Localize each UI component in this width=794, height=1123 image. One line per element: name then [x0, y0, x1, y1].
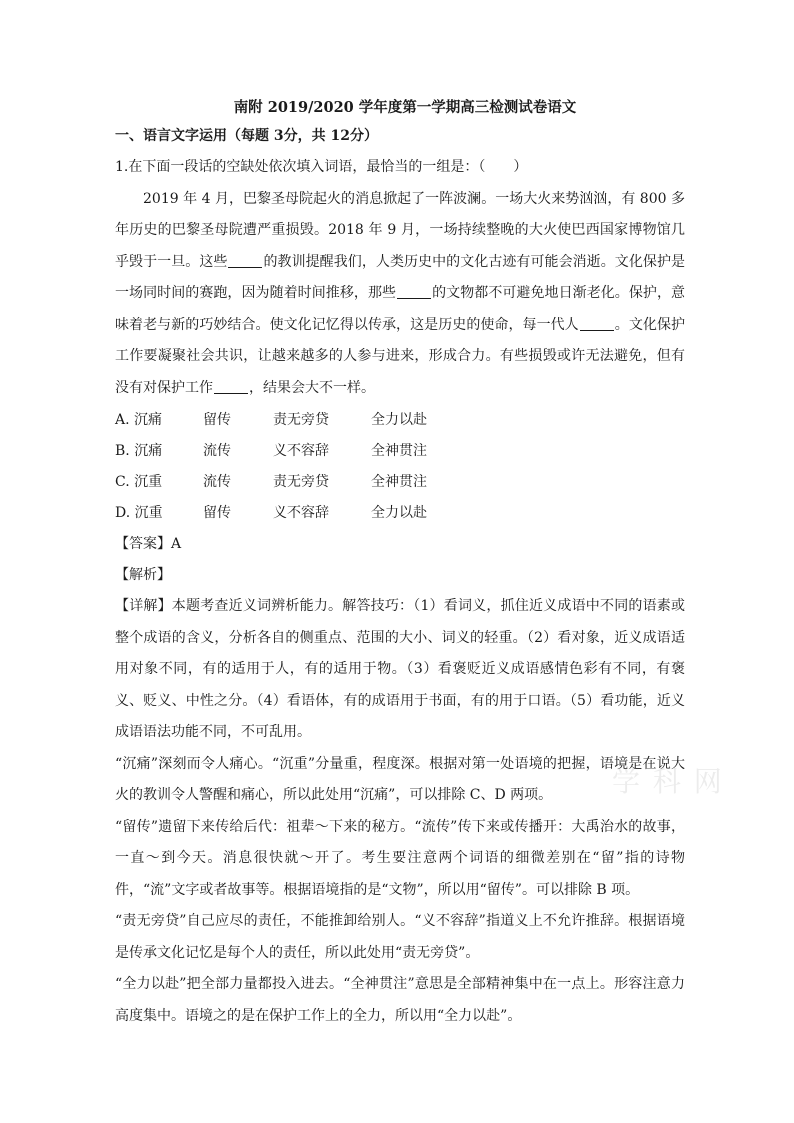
explanation-item-4: “全力以赴”把全部力量都投入进去。“全神贯注”意思是全部精神集中在一点上。形容注意力高度集中。语境之的是在保护工作上的全力，所以用“全力以赴”。: [115, 976, 685, 1024]
blank-3: [580, 316, 614, 331]
option-c-word-1: C. 沉重: [115, 474, 163, 490]
passage-part-3: 的文物都不可避免地日渐老化。保护，意味着老与新的巧妙结合。使文化记忆得以传承，这是历史的使命，每一代人: [115, 285, 686, 333]
explanation-detail: 【详解】本题考查近义词辨析能力。解答技巧：（1）看词义，抓住近义成语中不同的语素或整个成语的含义，分析各自的侧重点、范围的大小、词义的轻重。（2）看对象，近义成语适用对象不同，有的适用于人，有的适用于物。（3）看褒贬近义成语感情色彩有不同，有褒义、贬义、中性之分。（4）看语体，有的成语用于书面，有的用于口语。（5）看功能，近义成语语法功能不同，不可乱用。: [115, 598, 685, 740]
option-a-word-4: 全力以赴: [371, 412, 427, 428]
option-d: [115, 498, 685, 529]
options-list: [115, 405, 685, 529]
option-a-word-2: 留传: [203, 412, 231, 428]
option-b-word-3: 义不容辞: [273, 443, 329, 459]
watermark: 学 科 网: [612, 765, 724, 798]
passage-part-2: 的教训提醒我们，人类历史中的文化古迹有可能会消逝。文化保护是一场同时间的赛跑，因为随着时间推移，那些: [115, 253, 685, 301]
option-a-letter: A.: [115, 412, 130, 428]
question-passage: [115, 184, 685, 405]
option-b-word-4: 全神贯注: [371, 443, 427, 459]
passage-part-4: 。文化保护工作要凝聚社会共识，让越来越多的人参与进来，形成合力。有些损毁或许无法避免，但有没有对保护工作: [115, 316, 686, 396]
option-d-word-1: D. 沉重: [115, 505, 163, 521]
option-d-word-4: 全力以赴: [371, 505, 427, 521]
answer-label: 【答案】A: [115, 536, 182, 552]
page-title: 南附 2019/2020 学年度第一学期高三检测试卷语文: [233, 99, 577, 116]
option-a-word-3: 责无旁贷: [273, 412, 329, 428]
option-c-word-2: 流传: [203, 474, 231, 490]
option-a: [115, 405, 685, 436]
blank-1: [228, 253, 262, 268]
option-d-word-2: 留传: [203, 505, 231, 521]
passage-part-5: ，结果会大不一样。: [249, 379, 375, 396]
option-c-word-3: 责无旁贷: [273, 474, 329, 490]
option-d-word-3: 义不容辞: [273, 505, 329, 521]
blank-2: [397, 284, 431, 299]
option-b-letter: B.: [115, 443, 130, 459]
option-d-letter: D.: [115, 505, 131, 521]
option-b-word-1: B. 沉痛: [115, 443, 163, 459]
question-stem: 1.在下面一段话的空缺处依次填入词语，最恰当的一组是：（ ）: [115, 159, 528, 175]
option-c-letter: C.: [115, 474, 130, 490]
blank-4: [214, 379, 248, 394]
option-a-word-1: A. 沉痛: [115, 412, 163, 428]
section-heading: 一、语言文字运用（每题 3分，共 12分）: [115, 128, 378, 144]
explanation-item-1: “沉痛”深刻而令人痛心。“沉重”分量重，程度深。根据对第一处语境的把握，语境是在说大火的教训令人警醒和痛心，所以此处用“沉痛”，可以排除 C、D 两项。: [115, 755, 685, 803]
option-b: [115, 436, 685, 467]
exam-page: [115, 96, 685, 1032]
passage-part-1: 2019 年 4 月，巴黎圣母院起火的消息掀起了一阵波澜。一场大火来势汹汹，有 800 多年历史的巴黎圣母院遭严重损毁。2018 年 9 月，一场持续整晚的大火使巴西国家博物馆几乎毁于一旦。这些: [115, 190, 685, 270]
analysis-label: 【解析】: [115, 567, 171, 583]
option-b-word-2: 流传: [203, 443, 231, 459]
explanation-item-2: “留传”遗留下来传给后代：祖辈～下来的秘方。“流传”传下来或传播开：大禹治水的故事，一直～到今天。消息很快就～开了。考生要注意两个词语的细微差别在“留”指的诗物件，“流”文字或者故事等。根据语境指的是“文物”，所以用“留传”。可以排除 B 项。: [115, 818, 685, 898]
explanation-item-3: “责无旁贷”自己应尽的责任，不能推卸给别人。“义不容辞”指道义上不允许推辞。根据语境是传承文化记忆是每个人的责任，所以此处用“责无旁贷”。: [115, 913, 685, 961]
option-c-word-4: 全神贯注: [371, 474, 427, 490]
option-c: [115, 467, 685, 498]
